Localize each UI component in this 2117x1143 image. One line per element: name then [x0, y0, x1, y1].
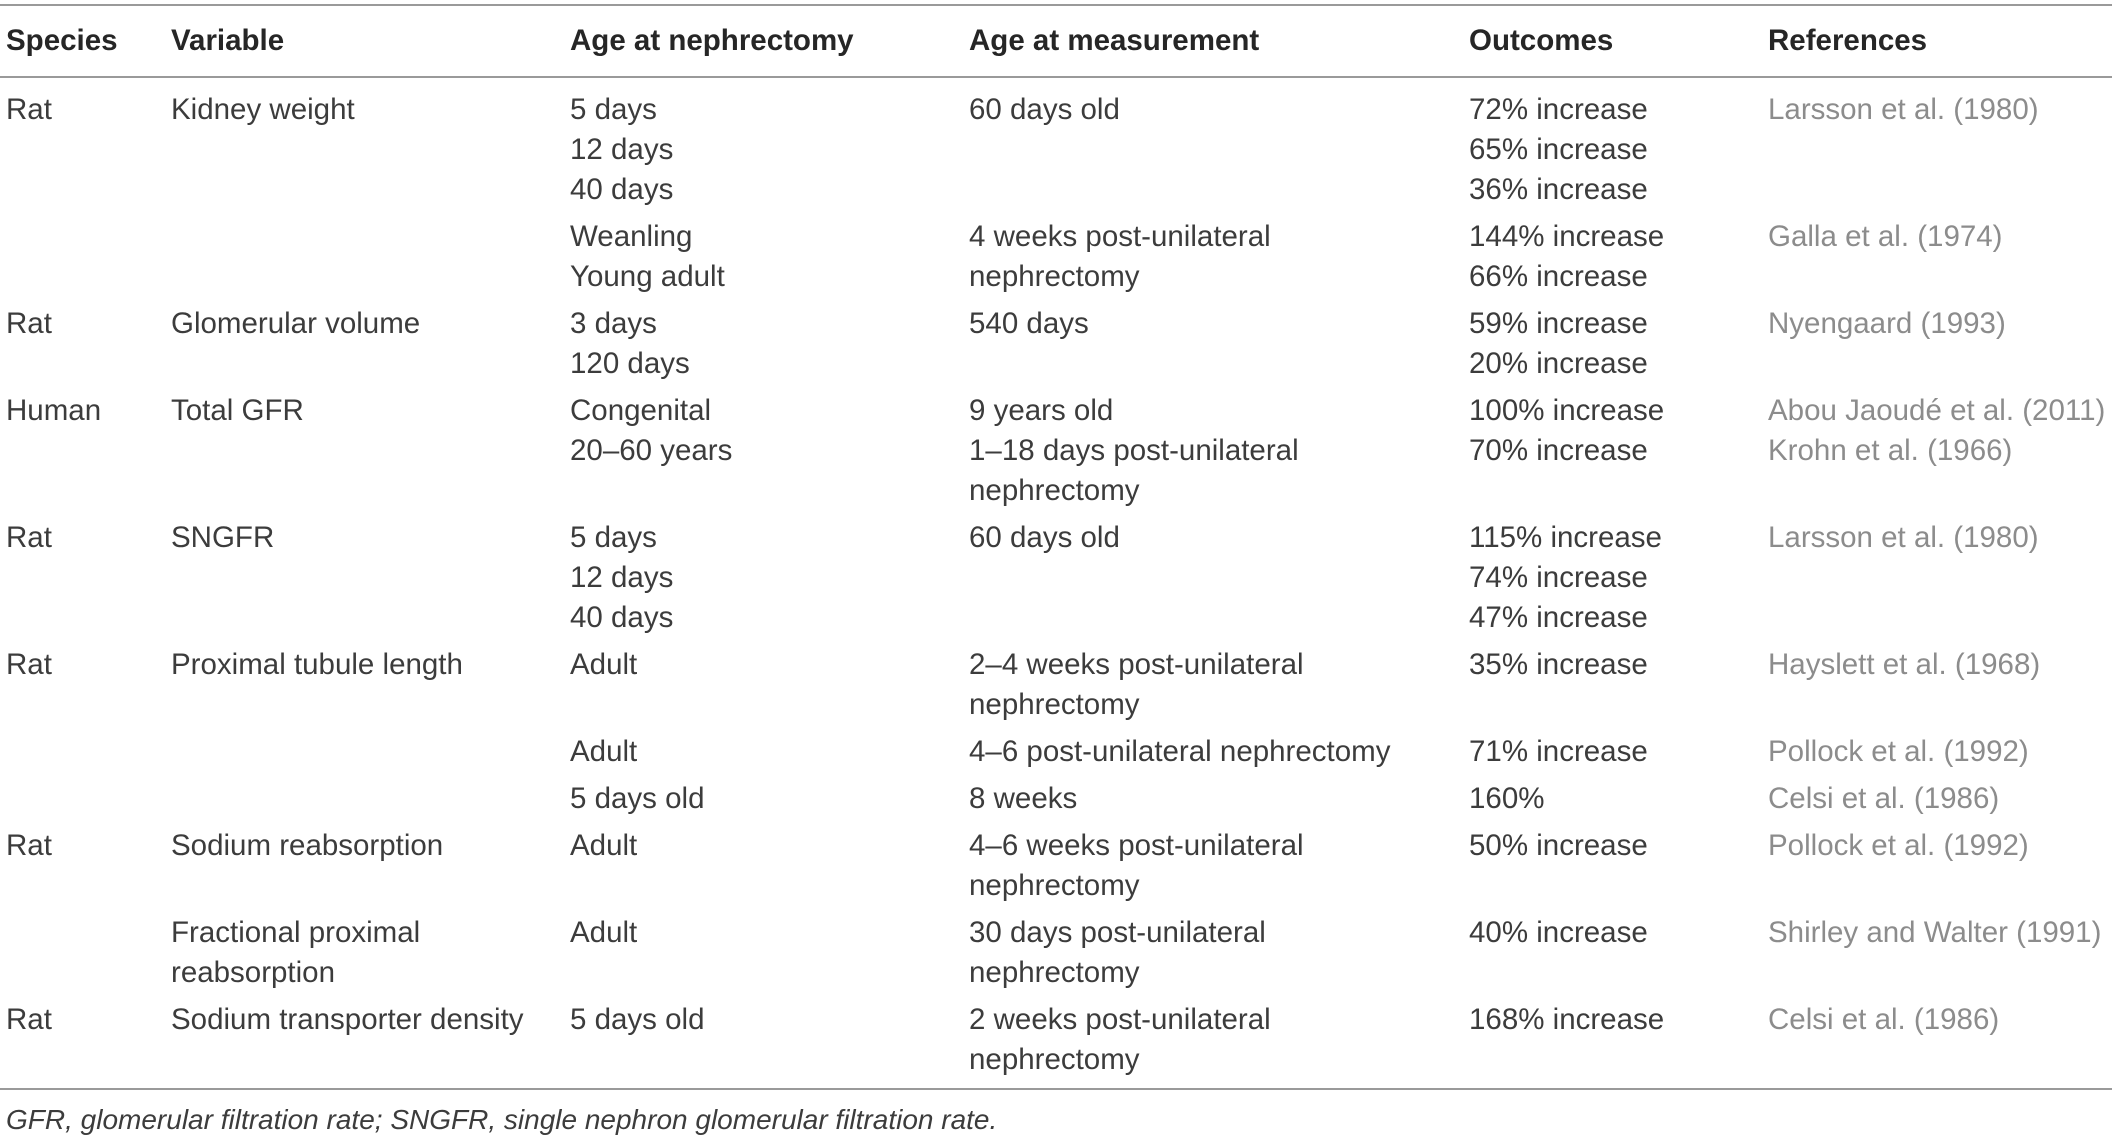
cell-reference: Nyengaard (1993) — [1768, 307, 2006, 340]
cell-reference: Shirley and Walter (1991) — [1768, 916, 2102, 949]
cell-variable: Proximal tubule length — [171, 648, 463, 681]
cell-variable: Sodium transporter density — [171, 1003, 524, 1036]
cell-reference: Larsson et al. (1980) — [1768, 93, 2039, 126]
cell-reference: Celsi et al. (1986) — [1768, 1003, 2000, 1036]
header-outcomes: Outcomes — [1463, 5, 1762, 77]
cell-reference: Abou Jaoudé et al. (2011) Krohn et al. (1966) — [1768, 394, 2106, 467]
cell-variable: SNGFR — [171, 521, 275, 554]
cell-outcomes: 100% increase 70% increase — [1469, 394, 1665, 467]
table-row — [0, 993, 2112, 1088]
cell-age-at-measurement: 4 weeks post-unilateral nephrectomy — [969, 220, 1271, 293]
cell-age-at-nephrectomy: 5 days 12 days 40 days — [570, 521, 674, 634]
cell-variable — [165, 210, 564, 297]
cell-species: Rat — [6, 307, 52, 340]
cell-outcomes: 40% increase — [1469, 916, 1648, 949]
table-row — [0, 906, 2112, 993]
table-header-row — [0, 5, 2112, 77]
table-row — [0, 511, 2112, 638]
table-row — [0, 725, 2112, 772]
cell-reference: Pollock et al. (1992) — [1768, 829, 2029, 862]
cell-age-at-nephrectomy: Adult — [570, 829, 638, 862]
header-variable: Variable — [165, 5, 564, 77]
cell-age-at-measurement: 9 years old 1–18 days post-unilateral nephrectomy — [969, 394, 1299, 507]
cell-age-at-nephrectomy: Adult — [570, 735, 638, 768]
cell-age-at-nephrectomy: Adult — [570, 648, 638, 681]
cell-outcomes: 144% increase 66% increase — [1469, 220, 1665, 293]
cell-age-at-measurement: 4–6 post-unilateral nephrectomy — [969, 735, 1391, 768]
cell-age-at-measurement: 2 weeks post-unilateral nephrectomy — [969, 1003, 1271, 1076]
cell-age-at-measurement: 2–4 weeks post-unilateral nephrectomy — [969, 648, 1304, 721]
cell-age-at-measurement: 30 days post-unilateral nephrectomy — [969, 916, 1266, 989]
cell-age-at-measurement: 60 days old — [969, 93, 1120, 126]
cell-species — [0, 725, 165, 772]
cell-reference: Pollock et al. (1992) — [1768, 735, 2029, 768]
cell-species: Rat — [6, 1003, 52, 1036]
cell-reference: Celsi et al. (1986) — [1768, 782, 2000, 815]
cell-age-at-measurement: 540 days — [969, 307, 1089, 340]
cell-variable — [165, 772, 564, 819]
cell-species: Rat — [6, 521, 52, 554]
cell-age-at-nephrectomy: Adult — [570, 916, 638, 949]
table-row — [0, 772, 2112, 819]
table-row — [0, 77, 2112, 210]
table-footnote: GFR, glomerular filtration rate; SNGFR, single nephron glomerular filtration rate. — [6, 1104, 998, 1135]
header-age-at-measurement: Age at measurement — [963, 5, 1463, 77]
cell-variable: Fractional proximal reabsorption — [171, 916, 421, 989]
cell-variable: Glomerular volume — [171, 307, 421, 340]
header-references: References — [1762, 5, 2112, 77]
header-age-at-nephrectomy: Age at nephrectomy — [564, 5, 963, 77]
cell-age-at-nephrectomy: Congenital 20–60 years — [570, 394, 733, 467]
cell-species: Human — [6, 394, 102, 427]
cell-age-at-nephrectomy: 5 days old — [570, 1003, 705, 1036]
cell-age-at-measurement: 4–6 weeks post-unilateral nephrectomy — [969, 829, 1304, 902]
cell-species: Rat — [6, 93, 52, 126]
cell-age-at-measurement: 60 days old — [969, 521, 1120, 554]
cell-age-at-measurement: 8 weeks — [969, 782, 1078, 815]
cell-species — [0, 772, 165, 819]
cell-species: Rat — [6, 648, 52, 681]
table-row — [0, 638, 2112, 725]
cell-outcomes: 115% increase 74% increase 47% increase — [1469, 521, 1662, 634]
data-table — [0, 4, 2112, 1088]
cell-outcomes: 160% — [1469, 782, 1545, 815]
cell-age-at-nephrectomy: Weanling Young adult — [570, 220, 725, 293]
cell-variable: Kidney weight — [171, 93, 355, 126]
cell-species — [0, 906, 165, 993]
table-row — [0, 297, 2112, 384]
cell-outcomes: 72% increase 65% increase 36% increase — [1469, 93, 1648, 206]
header-species: Species — [0, 5, 165, 77]
cell-age-at-nephrectomy: 5 days old — [570, 782, 705, 815]
cell-species — [0, 210, 165, 297]
cell-outcomes: 168% increase — [1469, 1003, 1665, 1036]
cell-outcomes: 71% increase — [1469, 735, 1648, 768]
table-bottom-rule — [0, 1088, 2112, 1090]
cell-reference: Larsson et al. (1980) — [1768, 521, 2039, 554]
cell-outcomes: 35% increase — [1469, 648, 1648, 681]
cell-variable: Total GFR — [171, 394, 304, 427]
table-row — [0, 210, 2112, 297]
cell-reference: Galla et al. (1974) — [1768, 220, 2003, 253]
table-row — [0, 819, 2112, 906]
cell-age-at-nephrectomy: 5 days 12 days 40 days — [570, 93, 674, 206]
cell-variable: Sodium reabsorption — [171, 829, 444, 862]
cell-reference: Hayslett et al. (1968) — [1768, 648, 2041, 681]
cell-outcomes: 59% increase 20% increase — [1469, 307, 1648, 380]
data-table-container — [0, 4, 2112, 1090]
cell-outcomes: 50% increase — [1469, 829, 1648, 862]
cell-variable — [165, 725, 564, 772]
table-row — [0, 384, 2112, 511]
cell-age-at-nephrectomy: 3 days 120 days — [570, 307, 690, 380]
cell-species: Rat — [6, 829, 52, 862]
